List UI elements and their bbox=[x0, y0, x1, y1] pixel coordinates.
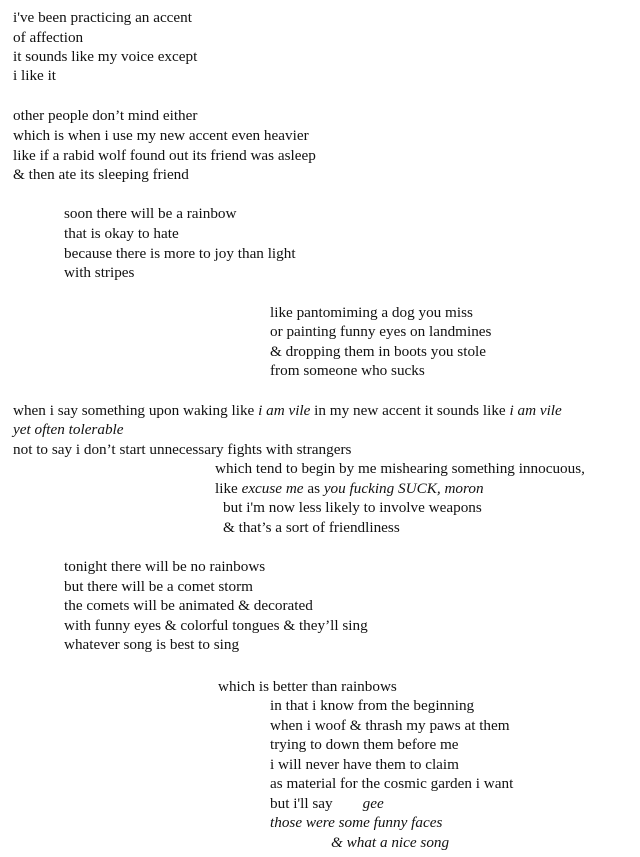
poem-line: but i'm now less likely to involve weapons bbox=[223, 499, 482, 516]
poem-line: like if a rabid wolf found out its friend was asleep bbox=[13, 147, 316, 164]
poem-line: of affection bbox=[13, 29, 84, 46]
poem-line: like excuse me as you fucking SUCK, moron bbox=[215, 480, 484, 497]
poem-line: because there is more to joy than light bbox=[64, 245, 296, 262]
poem-line: as material for the cosmic garden i want bbox=[270, 775, 514, 792]
poem-line: or painting funny eyes on landmines bbox=[270, 323, 492, 340]
poem-line: when i woof & thrash my paws at them bbox=[270, 717, 510, 734]
poem-line: with stripes bbox=[64, 264, 135, 281]
poem-line: & that’s a sort of friendliness bbox=[223, 519, 400, 536]
poem-line: yet often tolerable bbox=[13, 421, 124, 438]
poem-line: i've been practicing an accent bbox=[13, 9, 192, 26]
poem-line: i like it bbox=[13, 67, 57, 84]
poem-line: not to say i don’t start unnecessary fights with strangers bbox=[13, 441, 352, 458]
poem-line: that is okay to hate bbox=[64, 225, 179, 242]
poem-line: but i'll say gee bbox=[270, 795, 384, 812]
poem-line: which is when i use my new accent even heavier bbox=[13, 127, 309, 144]
poem-line: like pantomiming a dog you miss bbox=[270, 304, 473, 321]
poem-line: & then ate its sleeping friend bbox=[13, 166, 189, 183]
poem-line: which is better than rainbows bbox=[218, 678, 397, 695]
poem-line: tonight there will be no rainbows bbox=[64, 558, 266, 575]
poem-line: but there will be a comet storm bbox=[64, 578, 253, 595]
poem-line: which tend to begin by me mishearing something innocuous, bbox=[215, 460, 585, 477]
poem-line: when i say something upon waking like i am vile in my new accent it sounds like i am vile bbox=[13, 402, 562, 419]
poem-line: & dropping them in boots you stole bbox=[270, 343, 486, 360]
poem-line: with funny eyes & colorful tongues & they’ll sing bbox=[64, 617, 368, 634]
poem-line: whatever song is best to sing bbox=[64, 636, 240, 653]
poem-line: soon there will be a rainbow bbox=[64, 205, 237, 222]
poem-line: trying to down them before me bbox=[270, 736, 459, 753]
poem-line: it sounds like my voice except bbox=[13, 48, 198, 65]
poem-line: the comets will be animated & decorated bbox=[64, 597, 313, 614]
poem-line: i will never have them to claim bbox=[270, 756, 459, 773]
poem-line: those were some funny faces bbox=[270, 814, 443, 831]
poem-line: & what a nice song bbox=[331, 834, 450, 851]
poem-line: other people don’t mind either bbox=[13, 107, 198, 124]
poem-line: in that i know from the beginning bbox=[270, 697, 475, 714]
poem-line: from someone who sucks bbox=[270, 362, 425, 379]
